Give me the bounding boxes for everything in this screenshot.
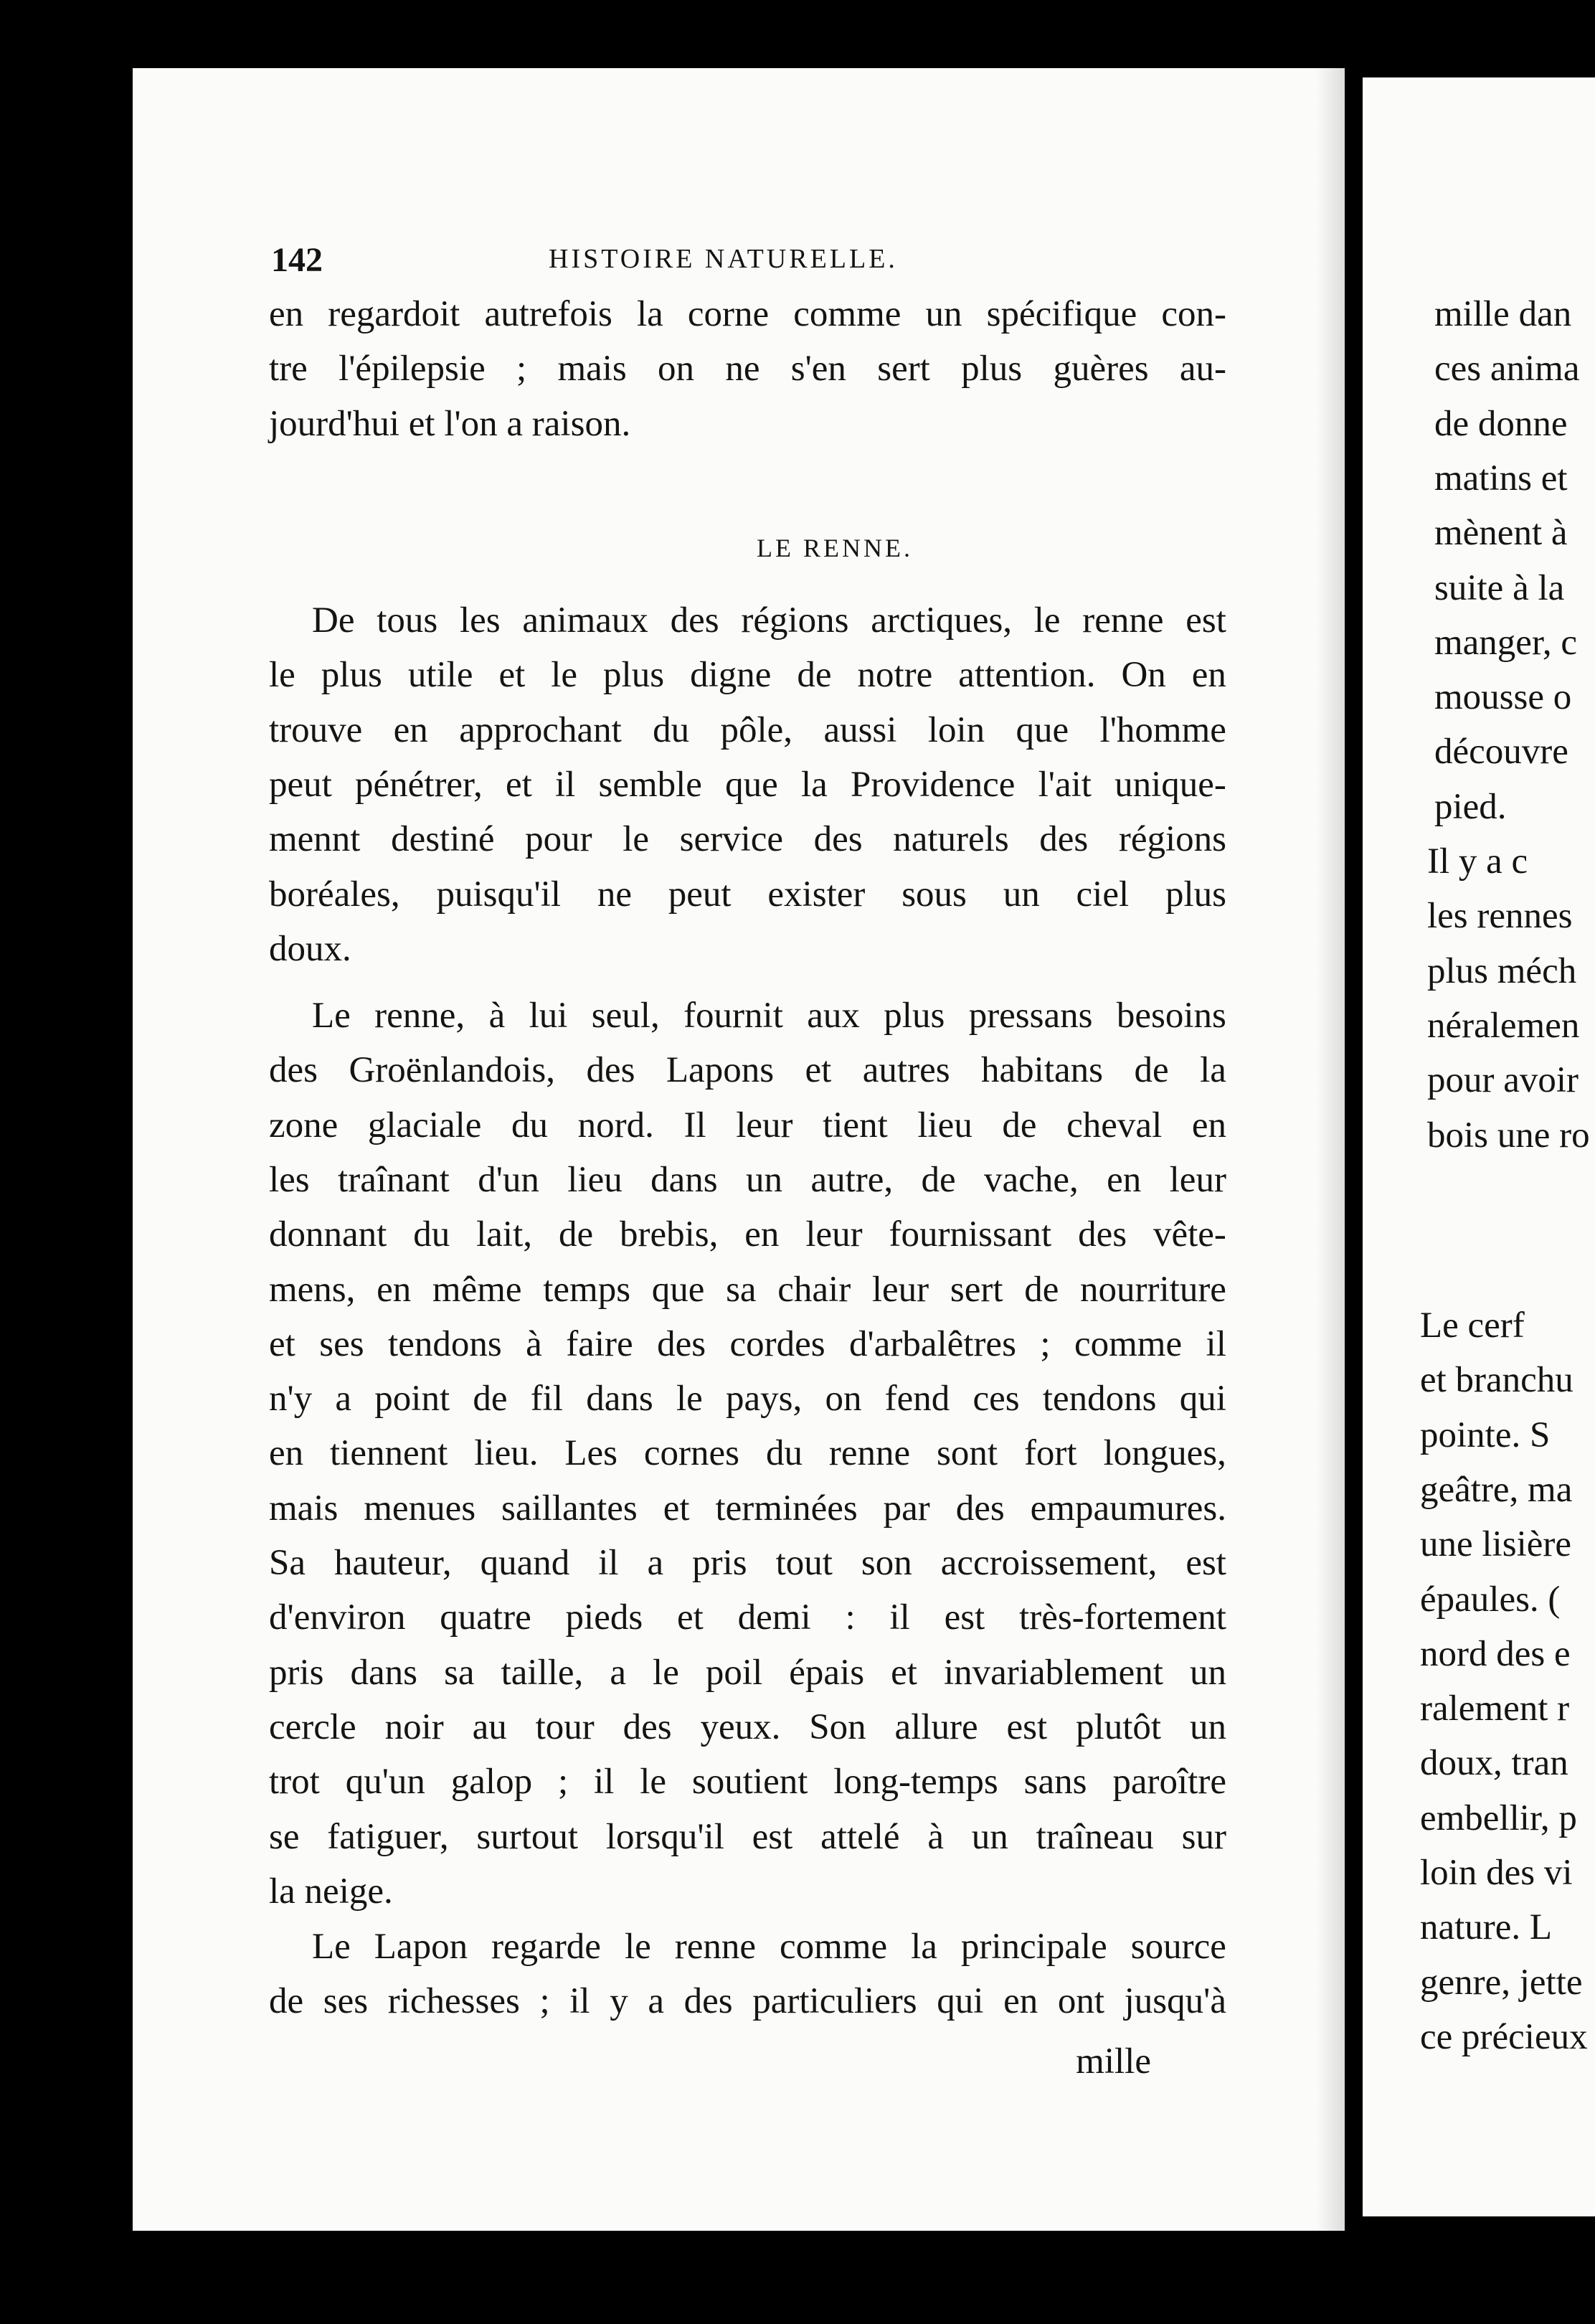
text-line: nord des e <box>1420 1633 1571 1674</box>
text-line: pointe. S <box>1420 1414 1551 1455</box>
text-line: mais menues saillantes et terminées par des empaumures. <box>269 1488 1226 1529</box>
text-line: mens, en même temps que sa chair leur sert de nourriture <box>269 1269 1226 1310</box>
text-line: De tous les animaux des régions arctiques, le renne est <box>312 600 1226 641</box>
catchword: mille <box>1076 2041 1151 2082</box>
text-line: mousse o <box>1434 677 1572 718</box>
text-line: mille dan <box>1434 294 1572 334</box>
text-line: nature. L <box>1420 1907 1553 1948</box>
text-line: et branchu <box>1420 1360 1573 1401</box>
left-book-page <box>133 68 1345 2231</box>
text-line: se fatiguer, surtout lorsqu'il est attelé à un traîneau sur <box>269 1816 1226 1857</box>
text-line: bois une ro <box>1427 1115 1590 1156</box>
text-line: d'environ quatre pieds et demi : il est très-fortement <box>269 1597 1226 1638</box>
section-title: LE RENNE. <box>757 534 913 562</box>
text-line: doux. <box>269 928 351 969</box>
text-line: pour avoir <box>1427 1060 1579 1101</box>
text-line: une lisière <box>1420 1524 1571 1565</box>
text-line: de donne <box>1434 403 1568 444</box>
page-gutter-shadow <box>1316 68 1345 2231</box>
text-line: épaules. ( <box>1420 1579 1561 1620</box>
text-line: la neige. <box>269 1871 393 1912</box>
text-line: néralemen <box>1427 1005 1580 1046</box>
text-line: loin des vi <box>1420 1853 1573 1893</box>
text-line: Le Lapon regarde le renne comme la principale source <box>312 1927 1226 1967</box>
text-line: mènent à <box>1434 513 1568 554</box>
text-line: les traînant d'un lieu dans un autre, de vache, en leur <box>269 1159 1226 1200</box>
text-line: boréales, puisqu'il ne peut exister sous un ciel plus <box>269 874 1226 915</box>
text-line: donnant du lait, de brebis, en leur fournissant des vête- <box>269 1214 1226 1255</box>
text-line: cercle noir au tour des yeux. Son allure est plutôt un <box>269 1706 1226 1747</box>
text-line: découvre <box>1434 732 1568 773</box>
text-line: ce précieux <box>1420 2016 1588 2057</box>
text-line: doux, tran <box>1420 1743 1568 1784</box>
text-line: en regardoit autrefois la corne comme un spécifique con- <box>269 294 1226 334</box>
text-line: manger, c <box>1434 622 1578 663</box>
text-line: pied. <box>1434 786 1507 827</box>
text-line: trouve en approchant du pôle, aussi loin que l'homme <box>269 709 1226 750</box>
text-line: ralement r <box>1420 1688 1570 1729</box>
text-line: jourd'hui et l'on a raison. <box>269 403 631 444</box>
text-line: suite à la <box>1434 567 1565 608</box>
page-number: 142 <box>271 241 323 279</box>
text-line: Il y a c <box>1427 841 1528 882</box>
text-line: n'y a point de fil dans le pays, on fend ces tendons qui <box>269 1379 1226 1420</box>
text-line: des Groënlandois, des Lapons et autres habitans de la <box>269 1050 1226 1091</box>
text-line: embellir, p <box>1420 1798 1577 1838</box>
text-line: genre, jette <box>1420 1962 1583 2003</box>
text-line: mennt destiné pour le service des naturels des régions <box>269 819 1226 860</box>
text-line: de ses richesses ; il y a des particuliers qui en ont jusqu'à <box>269 1981 1226 2022</box>
text-line: tre l'épilepsie ; mais on ne s'en sert plus guères au- <box>269 349 1226 389</box>
text-line: plus méch <box>1427 950 1577 991</box>
text-line: peut pénétrer, et il semble que la Providence l'ait unique- <box>269 764 1226 805</box>
text-line: et ses tendons à faire des cordes d'arbalêtres ; comme il <box>269 1323 1226 1364</box>
text-line: en tiennent lieu. Les cornes du renne sont fort longues, <box>269 1433 1226 1474</box>
text-line: zone glaciale du nord. Il leur tient lieu de cheval en <box>269 1105 1226 1146</box>
text-line: le plus utile et le plus digne de notre attention. On en <box>269 655 1226 696</box>
text-line: ces anima <box>1434 349 1580 389</box>
text-line: pris dans sa taille, a le poil épais et invariablement un <box>269 1652 1226 1693</box>
running-head: HISTOIRE NATURELLE. <box>549 244 898 274</box>
text-line: Sa hauteur, quand il a pris tout son accroissement, est <box>269 1543 1226 1583</box>
text-line: geâtre, ma <box>1420 1469 1573 1510</box>
text-line: Le cerf <box>1420 1305 1525 1346</box>
right-book-page-fragment <box>1363 77 1595 2216</box>
text-line: matins et <box>1434 458 1568 499</box>
text-line: Le renne, à lui seul, fournit aux plus pressans besoins <box>312 996 1226 1036</box>
text-line: les rennes <box>1427 896 1573 937</box>
text-line: trot qu'un galop ; il le soutient long-temps sans paroître <box>269 1762 1226 1803</box>
